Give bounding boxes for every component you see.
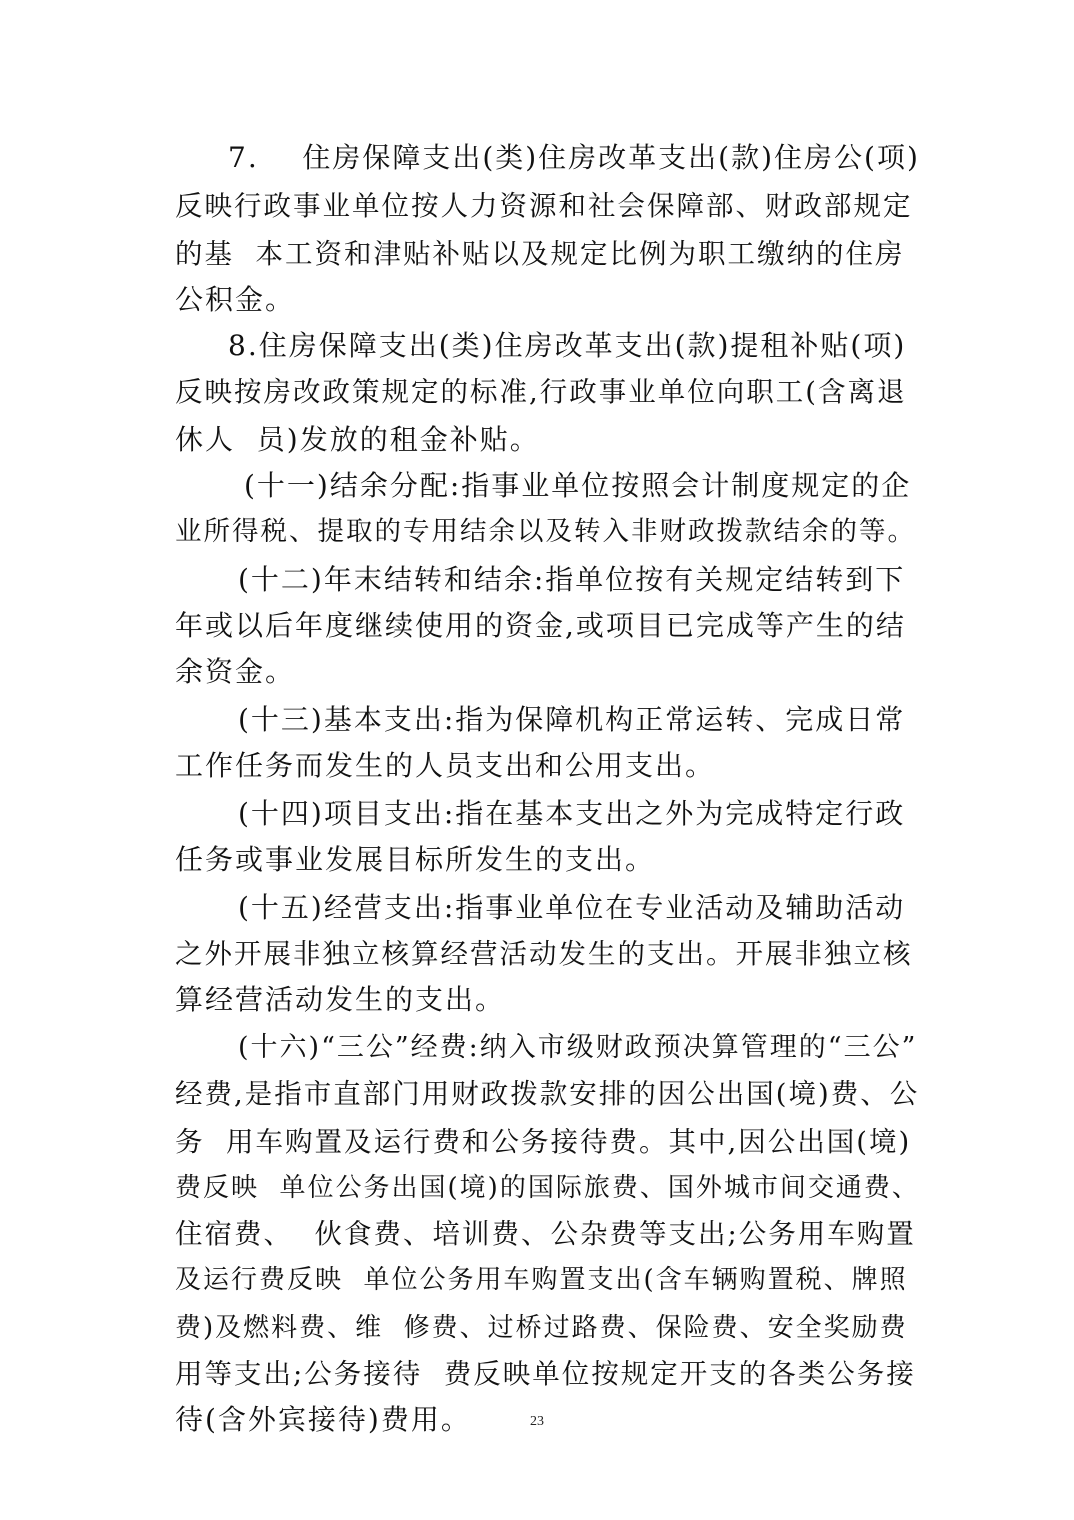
paragraph-line: 算经营活动发生的支出。 — [175, 983, 506, 1016]
paragraph-line: 的基 本工资和津贴补贴以及规定比例为职工缴纳的住房 — [175, 238, 905, 270]
paragraph-line: 费)及燃料费、维 修费、过桥过路费、保险费、安全奖励费 — [175, 1313, 908, 1343]
paragraph-line: 经费,是指市直部门用财政拨款安排的因公出国(境)费、公 — [175, 1078, 920, 1110]
paragraph-line: 反映按房改政策规定的标准,行政事业单位向职工(含离退 — [175, 376, 907, 408]
paragraph-line: (十一)结余分配:指事业单位按照会计制度规定的企 — [244, 469, 912, 502]
paragraph-line: 工作任务而发生的人员支出和公用支出。 — [175, 749, 716, 782]
paragraph-line: 休人 员)发放的租金补贴。 — [175, 423, 540, 456]
paragraph-line: (十五)经营支出:指事业单位在专业活动及辅助活动 — [238, 891, 906, 924]
paragraph-line: 及运行费反映 单位公务用车购置支出(含车辆购置税、牌照 — [175, 1265, 908, 1295]
paragraph-line: 务 用车购置及运行费和公务接待费。其中,因公出国(境) — [175, 1126, 912, 1158]
paragraph-line: (十二)年末结转和结余:指单位按有关规定结转到下 — [238, 563, 906, 596]
paragraph-line: 待(含外宾接待)费用。 — [175, 1403, 471, 1436]
paragraph-line: 用等支出;公务接待 费反映单位按规定开支的各类公务接 — [175, 1358, 916, 1390]
paragraph-line: 8.住房保障支出(类)住房改革支出(款)提租补贴(项) — [228, 329, 907, 362]
paragraph-line: (十六)“三公”经费:纳入市级财政预决算管理的“三公” — [238, 1032, 918, 1063]
paragraph-line: 7. 住房保障支出(类)住房改革支出(款)住房公(项) — [228, 141, 920, 174]
paragraph-line: (十三)基本支出:指为保障机构正常运转、完成日常 — [238, 703, 906, 736]
paragraph-line: 年或以后年度继续使用的资金,或项目已完成等产生的结 — [175, 609, 906, 642]
paragraph-line: (十四)项目支出:指在基本支出之外为完成特定行政 — [238, 797, 906, 830]
paragraph-line: 反映行政事业单位按人力资源和社会保障部、财政部规定 — [175, 190, 913, 222]
paragraph-line: 公积金。 — [175, 283, 296, 316]
paragraph-line: 费反映 单位公务出国(境)的国际旅费、国外城市间交通费、 — [175, 1173, 920, 1203]
paragraph-line: 之外开展非独立核算经营活动发生的支出。开展非独立核 — [175, 938, 913, 970]
paragraph-line: 余资金。 — [175, 655, 296, 688]
paragraph-line: 任务或事业发展目标所发生的支出。 — [175, 843, 656, 876]
paragraph-line: 业所得税、提取的专用结余以及转入非财政拨款结余的等。 — [175, 516, 916, 547]
paragraph-line: 住宿费、 伙食费、培训费、公杂费等支出;公务用车购置 — [175, 1218, 916, 1250]
page-number: 23 — [530, 1414, 544, 1429]
